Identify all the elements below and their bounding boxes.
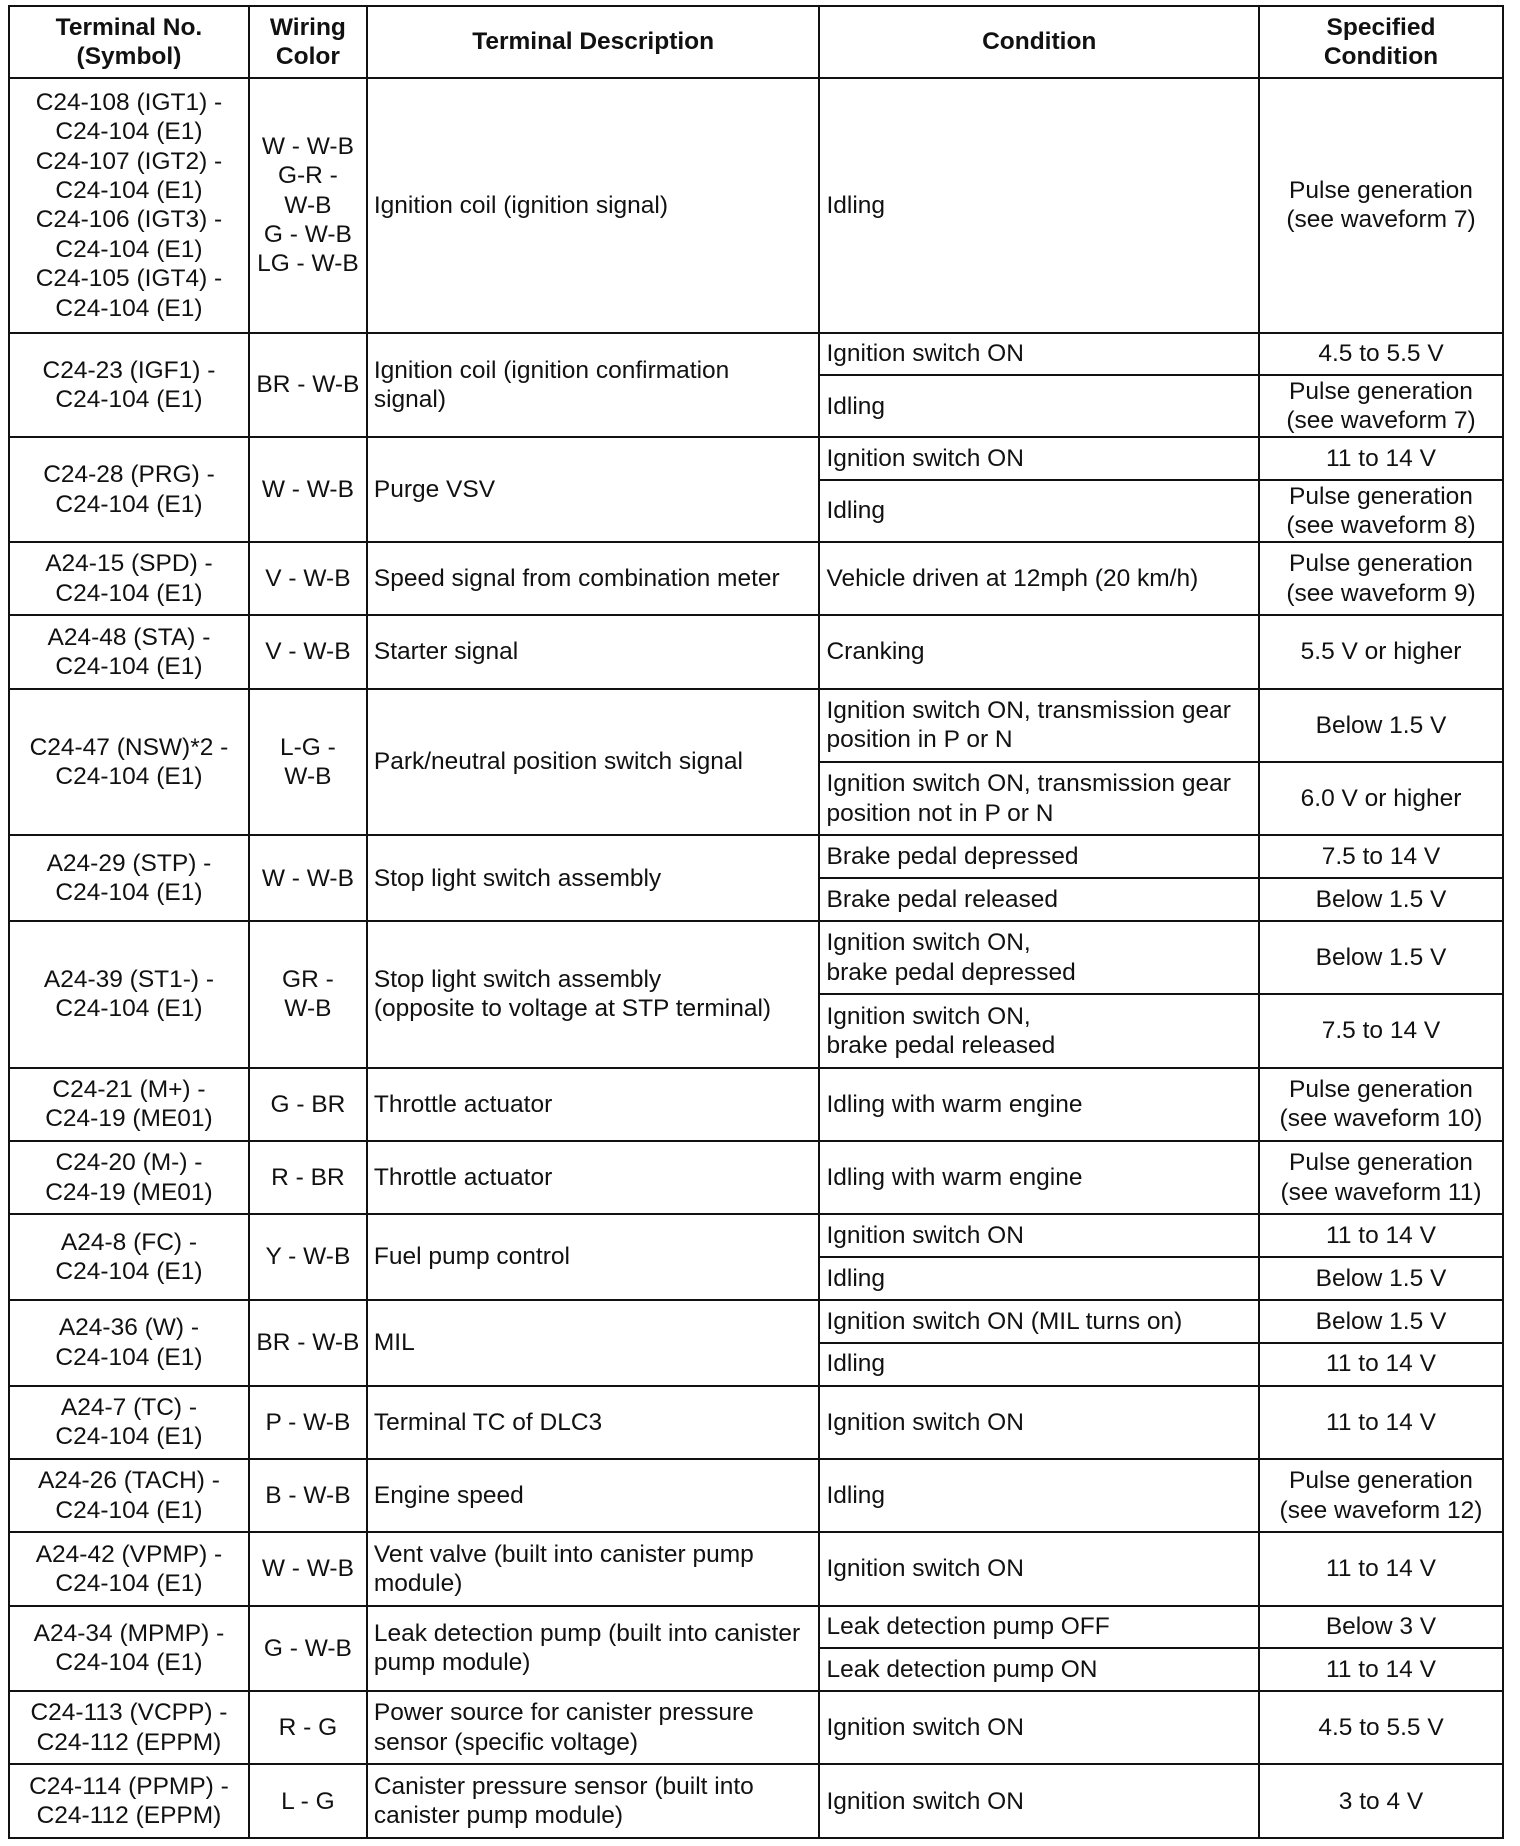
header-terminal: Terminal No. (Symbol) — [9, 6, 249, 78]
condition-cell: Vehicle driven at 12mph (20 km/h) — [819, 542, 1259, 615]
table-row — [9, 1214, 1503, 1257]
description-cell: Stop light switch assembly (opposite to voltage at STP terminal) — [367, 921, 820, 1068]
specified-cell: Pulse generation (see waveform 10) — [1259, 1068, 1503, 1141]
table-row — [9, 1459, 1503, 1532]
description-cell: Power source for canister pressure sensor (specific voltage) — [367, 1691, 820, 1764]
specified-cell: Pulse generation (see waveform 9) — [1259, 542, 1503, 615]
specified-cell: 4.5 to 5.5 V — [1259, 333, 1503, 376]
specified-cell: 6.0 V or higher — [1259, 762, 1503, 835]
description-cell: Park/neutral position switch signal — [367, 689, 820, 836]
description-cell: Ignition coil (ignition confirmation signal) — [367, 333, 820, 438]
wiring-cell: R - BR — [249, 1141, 367, 1214]
terminal-cell: C24-21 (M+) - C24-19 (ME01) — [9, 1068, 249, 1141]
condition-cell: Idling with warm engine — [819, 1068, 1259, 1141]
terminal-cell: C24-108 (IGT1) - C24-104 (E1) C24-107 (IGT2) - C24-104 (E1) C24-106 (IGT3) - C24-104 (E1) C24-105 (IGT4) - C24-104 (E1) — [9, 78, 249, 333]
terminal-table — [8, 5, 1504, 1839]
table-row — [9, 1300, 1503, 1343]
wiring-cell: BR - W-B — [249, 333, 367, 438]
description-cell: Ignition coil (ignition signal) — [367, 78, 820, 333]
wiring-cell: V - W-B — [249, 542, 367, 615]
description-cell: Canister pressure sensor (built into canister pump module) — [367, 1764, 820, 1838]
description-cell: Stop light switch assembly — [367, 835, 820, 921]
specified-cell: Below 1.5 V — [1259, 921, 1503, 994]
condition-cell: Ignition switch ON — [819, 1214, 1259, 1257]
wiring-cell: G - W-B — [249, 1606, 367, 1692]
description-cell: Engine speed — [367, 1459, 820, 1532]
condition-cell: Idling — [819, 480, 1259, 542]
wiring-cell: G - BR — [249, 1068, 367, 1141]
terminal-cell: A24-29 (STP) - C24-104 (E1) — [9, 835, 249, 921]
header-specified: Specified Condition — [1259, 6, 1503, 78]
terminal-cell: C24-113 (VCPP) - C24-112 (EPPM) — [9, 1691, 249, 1764]
specified-cell: 11 to 14 V — [1259, 1214, 1503, 1257]
table-row — [9, 1141, 1503, 1214]
table-row — [9, 1691, 1503, 1764]
specified-cell: 7.5 to 14 V — [1259, 994, 1503, 1067]
terminal-cell: A24-7 (TC) - C24-104 (E1) — [9, 1386, 249, 1459]
wiring-cell: B - W-B — [249, 1459, 367, 1532]
terminal-cell: A24-42 (VPMP) - C24-104 (E1) — [9, 1532, 249, 1605]
condition-cell: Ignition switch ON — [819, 333, 1259, 376]
condition-cell: Idling — [819, 1459, 1259, 1532]
condition-cell: Brake pedal depressed — [819, 835, 1259, 878]
condition-cell: Idling — [819, 375, 1259, 437]
wiring-cell: Y - W-B — [249, 1214, 367, 1300]
table-row — [9, 689, 1503, 762]
table-row — [9, 615, 1503, 688]
specified-cell: Pulse generation (see waveform 12) — [1259, 1459, 1503, 1532]
wiring-cell: GR - W-B — [249, 921, 367, 1068]
terminal-cell: A24-8 (FC) - C24-104 (E1) — [9, 1214, 249, 1300]
specified-cell: Below 1.5 V — [1259, 878, 1503, 921]
table-row — [9, 1532, 1503, 1605]
table-row — [9, 1068, 1503, 1141]
specified-cell: 3 to 4 V — [1259, 1764, 1503, 1838]
condition-cell: Cranking — [819, 615, 1259, 688]
wiring-cell: W - W-B G-R - W-B G - W-B LG - W-B — [249, 78, 367, 333]
table-row — [9, 1606, 1503, 1649]
wiring-cell: R - G — [249, 1691, 367, 1764]
description-cell: Terminal TC of DLC3 — [367, 1386, 820, 1459]
description-cell: Starter signal — [367, 615, 820, 688]
condition-cell: Idling — [819, 78, 1259, 333]
terminal-cell: A24-36 (W) - C24-104 (E1) — [9, 1300, 249, 1386]
header-condition: Condition — [819, 6, 1259, 78]
specified-cell: 4.5 to 5.5 V — [1259, 1691, 1503, 1764]
specified-cell: 11 to 14 V — [1259, 1386, 1503, 1459]
specified-cell: Below 1.5 V — [1259, 1300, 1503, 1343]
specified-cell: Pulse generation (see waveform 7) — [1259, 78, 1503, 333]
terminal-cell: C24-23 (IGF1) - C24-104 (E1) — [9, 333, 249, 438]
condition-cell: Ignition switch ON, transmission gear position in P or N — [819, 689, 1259, 762]
terminal-cell: C24-47 (NSW)*2 - C24-104 (E1) — [9, 689, 249, 836]
condition-cell: Ignition switch ON — [819, 1532, 1259, 1605]
condition-cell: Idling — [819, 1257, 1259, 1300]
terminal-cell: A24-39 (ST1-) - C24-104 (E1) — [9, 921, 249, 1068]
condition-cell: Ignition switch ON — [819, 437, 1259, 480]
specified-cell: Below 3 V — [1259, 1606, 1503, 1649]
description-cell: Speed signal from combination meter — [367, 542, 820, 615]
specified-cell: Pulse generation (see waveform 7) — [1259, 375, 1503, 437]
table-row — [9, 1764, 1503, 1838]
terminal-cell: C24-28 (PRG) - C24-104 (E1) — [9, 437, 249, 542]
condition-cell: Idling with warm engine — [819, 1141, 1259, 1214]
condition-cell: Ignition switch ON, brake pedal released — [819, 994, 1259, 1067]
condition-cell: Leak detection pump ON — [819, 1648, 1259, 1691]
condition-cell: Ignition switch ON, transmission gear position not in P or N — [819, 762, 1259, 835]
condition-cell: Ignition switch ON (MIL turns on) — [819, 1300, 1259, 1343]
condition-cell: Ignition switch ON, brake pedal depressed — [819, 921, 1259, 994]
condition-cell: Idling — [819, 1343, 1259, 1386]
header-description: Terminal Description — [367, 6, 820, 78]
condition-cell: Brake pedal released — [819, 878, 1259, 921]
condition-cell: Ignition switch ON — [819, 1764, 1259, 1838]
specified-cell: Below 1.5 V — [1259, 689, 1503, 762]
specified-cell: 5.5 V or higher — [1259, 615, 1503, 688]
table-row — [9, 542, 1503, 615]
table-row — [9, 835, 1503, 878]
table-row — [9, 78, 1503, 333]
terminal-cell: A24-34 (MPMP) - C24-104 (E1) — [9, 1606, 249, 1692]
specified-cell: Below 1.5 V — [1259, 1257, 1503, 1300]
table-row — [9, 333, 1503, 376]
wiring-cell: W - W-B — [249, 835, 367, 921]
condition-cell: Ignition switch ON — [819, 1691, 1259, 1764]
wiring-cell: W - W-B — [249, 437, 367, 542]
terminal-cell: A24-15 (SPD) - C24-104 (E1) — [9, 542, 249, 615]
wiring-cell: V - W-B — [249, 615, 367, 688]
wiring-cell: BR - W-B — [249, 1300, 367, 1386]
specified-cell: 11 to 14 V — [1259, 1532, 1503, 1605]
description-cell: Purge VSV — [367, 437, 820, 542]
description-cell: MIL — [367, 1300, 820, 1386]
description-cell: Leak detection pump (built into canister pump module) — [367, 1606, 820, 1692]
table-body — [9, 78, 1503, 1838]
wiring-cell: W - W-B — [249, 1532, 367, 1605]
description-cell: Throttle actuator — [367, 1141, 820, 1214]
specified-cell: 11 to 14 V — [1259, 1343, 1503, 1386]
condition-cell: Ignition switch ON — [819, 1386, 1259, 1459]
specified-cell: 11 to 14 V — [1259, 1648, 1503, 1691]
terminal-cell: A24-48 (STA) - C24-104 (E1) — [9, 615, 249, 688]
table-row — [9, 1386, 1503, 1459]
specified-cell: 11 to 14 V — [1259, 437, 1503, 480]
wiring-cell: L-G - W-B — [249, 689, 367, 836]
terminal-cell: C24-20 (M-) - C24-19 (ME01) — [9, 1141, 249, 1214]
table-row — [9, 921, 1503, 994]
header-wiring: Wiring Color — [249, 6, 367, 78]
condition-cell: Leak detection pump OFF — [819, 1606, 1259, 1649]
table-row — [9, 437, 1503, 480]
specified-cell: Pulse generation (see waveform 8) — [1259, 480, 1503, 542]
description-cell: Fuel pump control — [367, 1214, 820, 1300]
specified-cell: 7.5 to 14 V — [1259, 835, 1503, 878]
wiring-cell: P - W-B — [249, 1386, 367, 1459]
wiring-cell: L - G — [249, 1764, 367, 1838]
terminal-cell: A24-26 (TACH) - C24-104 (E1) — [9, 1459, 249, 1532]
terminal-cell: C24-114 (PPMP) - C24-112 (EPPM) — [9, 1764, 249, 1838]
description-cell: Throttle actuator — [367, 1068, 820, 1141]
specified-cell: Pulse generation (see waveform 11) — [1259, 1141, 1503, 1214]
description-cell: Vent valve (built into canister pump module) — [367, 1532, 820, 1605]
header-row — [9, 6, 1503, 78]
